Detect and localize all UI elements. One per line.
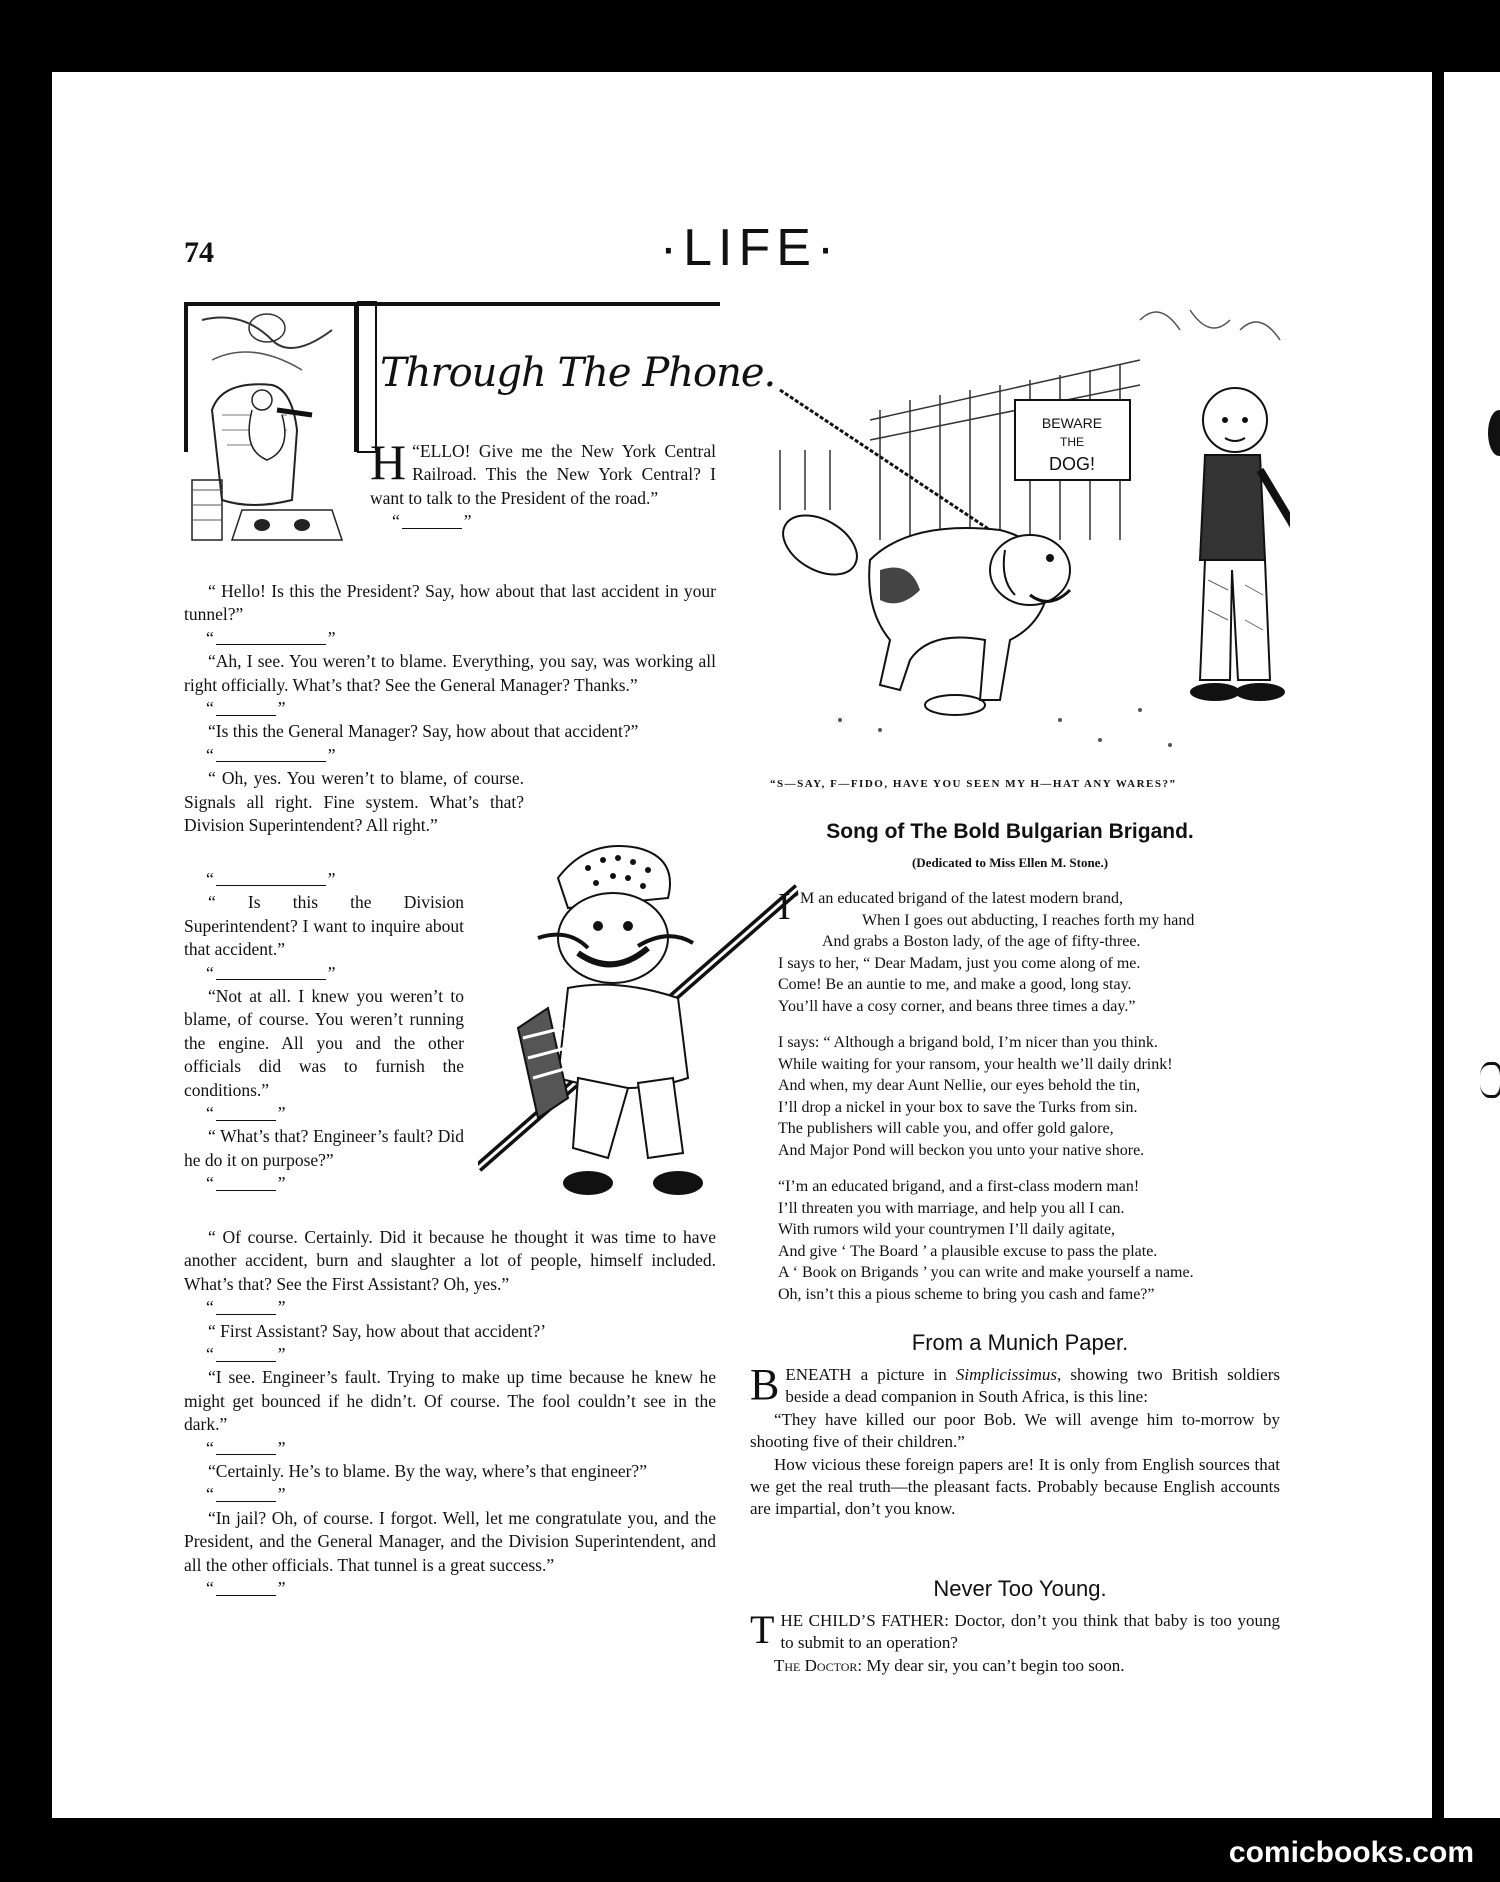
sign-text: THE xyxy=(1060,435,1084,449)
verse-line: And Major Pond will beckon you unto your native shore. xyxy=(778,1141,1145,1159)
verse-line: You’ll have a cosy corner, and beans three times a day.” xyxy=(778,997,1136,1015)
story-text-narrow xyxy=(184,868,464,1196)
verse-line: I says: “ Although a brigand bold, I’m nicer than you think. xyxy=(778,1034,1158,1051)
munich-para-start: ENEATH a picture in xyxy=(785,1365,956,1384)
masthead: ·LIFE· xyxy=(659,219,841,277)
drop-cap: T xyxy=(750,1607,775,1652)
verse-line: The publishers will cable you, and offer gold galore, xyxy=(778,1120,1114,1138)
phone-pause: “ ” xyxy=(206,1437,286,1458)
story-line: “ Oh, yes. You weren’t to blame, of course. Signals all right. Fine system. What’s that? Division Superintendent? All right.” xyxy=(184,768,524,836)
adjacent-page-edge xyxy=(1444,72,1500,1818)
story-line: “Certainly. He’s to blame. By the way, where’s that engineer?” xyxy=(208,1461,647,1482)
phone-pause: “ ” xyxy=(206,962,336,983)
verse-line: ’M an educated brigand of the latest modern brand, xyxy=(794,890,1123,907)
drop-cap: I xyxy=(778,886,791,928)
dog-cartoon xyxy=(760,300,1290,770)
story-line: “Is this the General Manager? Say, how about that accident?” xyxy=(208,721,639,742)
story-line: “Not at all. I knew you weren’t to blame, of course. You weren’t running the engine. All you and the other officials did was to furnish the conditions.” xyxy=(184,986,464,1100)
verse-line: “I’m an educated brigand, and a first-class modern man! xyxy=(778,1178,1140,1195)
verse-line: I’ll drop a nickel in your box to save the Turks from sin. xyxy=(778,1098,1138,1116)
story-line: “In jail? Oh, of course. I forgot. Well, let me congratulate you, and the President, and the General Manager, and the Division Superintendent, and all the other officials. That tunnel is a great success.” xyxy=(184,1507,716,1575)
sign-text: DOG! xyxy=(1048,454,1096,474)
cartoon-caption: “S—SAY, F—FIDO, HAVE YOU SEEN MY H—HAT ANY WARES?” xyxy=(770,778,1177,790)
phone-pause: “ ” xyxy=(206,627,336,648)
verse-line: While waiting for your ransom, your health we’ll daily drink! xyxy=(778,1055,1173,1073)
phone-pause: “ ” xyxy=(206,1578,286,1599)
story-line: “ First Assistant? Say, how about that accident?’ xyxy=(208,1320,547,1341)
verse-line: I’ll threaten you with marriage, and help you all I can. xyxy=(778,1199,1125,1217)
munich-quote: “They have killed our poor Bob. We will avenge him to-morrow by shooting five of their children.” xyxy=(750,1409,1280,1452)
young-article xyxy=(750,1607,1280,1677)
phone-pause: “ ” xyxy=(206,698,286,719)
story-line: “ Hello! Is this the President? Say, how about that last accident in your tunnel?” xyxy=(184,581,716,625)
young-title: Never Too Young. xyxy=(933,1576,1107,1601)
speaker-label: The Doctor xyxy=(774,1655,858,1675)
song-title: Song of The Bold Bulgarian Brigand. xyxy=(826,820,1194,843)
phone-pause: “ ” xyxy=(206,1484,286,1505)
munich-article xyxy=(750,1360,1280,1521)
adjacent-page-mark xyxy=(1480,1062,1500,1098)
drop-cap: H xyxy=(370,434,407,490)
verse-line: And when, my dear Aunt Nellie, our eyes behold the tin, xyxy=(778,1077,1141,1095)
verse-line: And grabs a Boston lady, of the age of fifty-three. xyxy=(822,933,1141,951)
munich-commentary: How vicious these foreign papers are! It is only from English sources that we get the real truth—the pleasant facts. Probably because English accounts are impartial, don’t you know. xyxy=(750,1454,1280,1519)
sign-text: BEWARE xyxy=(1041,415,1103,431)
page-gutter xyxy=(1432,72,1444,1818)
story-text-upper xyxy=(184,580,716,837)
story-opening: “ELLO! Give me the New York Central Railroad. This the New York Central? I want to talk to the President of the road.” xyxy=(370,441,716,508)
munich-title: From a Munich Paper. xyxy=(911,1330,1129,1355)
phone-pause: “ ” xyxy=(206,1103,286,1124)
story-line: “I see. Engineer’s fault. Trying to make up time because he knew he might get bounced if he didn’t. Of course. The fool couldn’t see in the dark.” xyxy=(184,1367,716,1435)
verse-line: I says to her, “ Dear Madam, just you come along of me. xyxy=(778,954,1141,972)
publication-name: Simplicissimus xyxy=(955,1365,1057,1384)
verse-line: A ‘ Book on Brigands ’ you can write and make yourself a name. xyxy=(778,1264,1194,1282)
verse-line: When I goes out abducting, I reaches forth my hand xyxy=(862,911,1195,929)
young-para: HE CHILD’S FATHER: Doctor, don’t you think that baby is too young to submit to an operation? xyxy=(780,1611,1280,1653)
phone-pause: “ ” xyxy=(206,869,336,889)
song-stanza-2 xyxy=(778,1032,1288,1162)
young-reply: : My dear sir, you can’t begin too soon. xyxy=(857,1655,1125,1675)
watermark: comicbooks.com xyxy=(1228,1836,1474,1869)
brigand-illustration xyxy=(478,828,798,1228)
phone-pause: “ ” xyxy=(206,1297,286,1318)
song-stanza-1 xyxy=(778,888,1288,1018)
verse-line: Come! Be an auntie to me, and make a good, long stay. xyxy=(778,976,1132,994)
song-stanza-3 xyxy=(778,1176,1288,1306)
story-text-lower xyxy=(184,1226,716,1601)
phone-pause: “ ” xyxy=(206,744,336,765)
verse-line: Oh, isn’t this a pious scheme to bring you cash and fame?” xyxy=(778,1285,1155,1303)
story-line: “ Is this the Division Superintendent? I want to inquire about that accident.” xyxy=(184,892,464,960)
munich-para-end: , showing two British soldiers beside a dead companion in South Africa, is this line: xyxy=(785,1365,1280,1407)
story-line: “ Of course. Certainly. Did it because he thought it was time to have another accident, burn and slaughter a lot of people, himself included. What’s that? See the First Assistant? Oh, yes.” xyxy=(184,1227,716,1294)
story-text-top xyxy=(370,434,716,534)
drop-cap: B xyxy=(750,1360,780,1409)
song-dedication: (Dedicated to Miss Ellen M. Stone.) xyxy=(911,855,1109,870)
phone-pause: “ ” xyxy=(392,511,472,532)
phone-pause: “ ” xyxy=(206,1344,286,1365)
verse-line: And give ‘ The Board ’ a plausible excuse to pass the plate. xyxy=(778,1242,1158,1260)
story-line: “Ah, I see. You weren’t to blame. Everything, you say, was working all right officially. What’s that? See the General Manager? Thanks.” xyxy=(184,651,716,695)
story-title: Through The Phone. xyxy=(380,350,776,396)
verse-line: With rumors wild your countrymen I’ll daily agitate, xyxy=(778,1221,1116,1239)
phone-pause: “ ” xyxy=(206,1173,286,1194)
story-line: “ What’s that? Engineer’s fault? Did he do it on purpose?” xyxy=(184,1126,464,1170)
page-number: 74 xyxy=(184,236,214,269)
